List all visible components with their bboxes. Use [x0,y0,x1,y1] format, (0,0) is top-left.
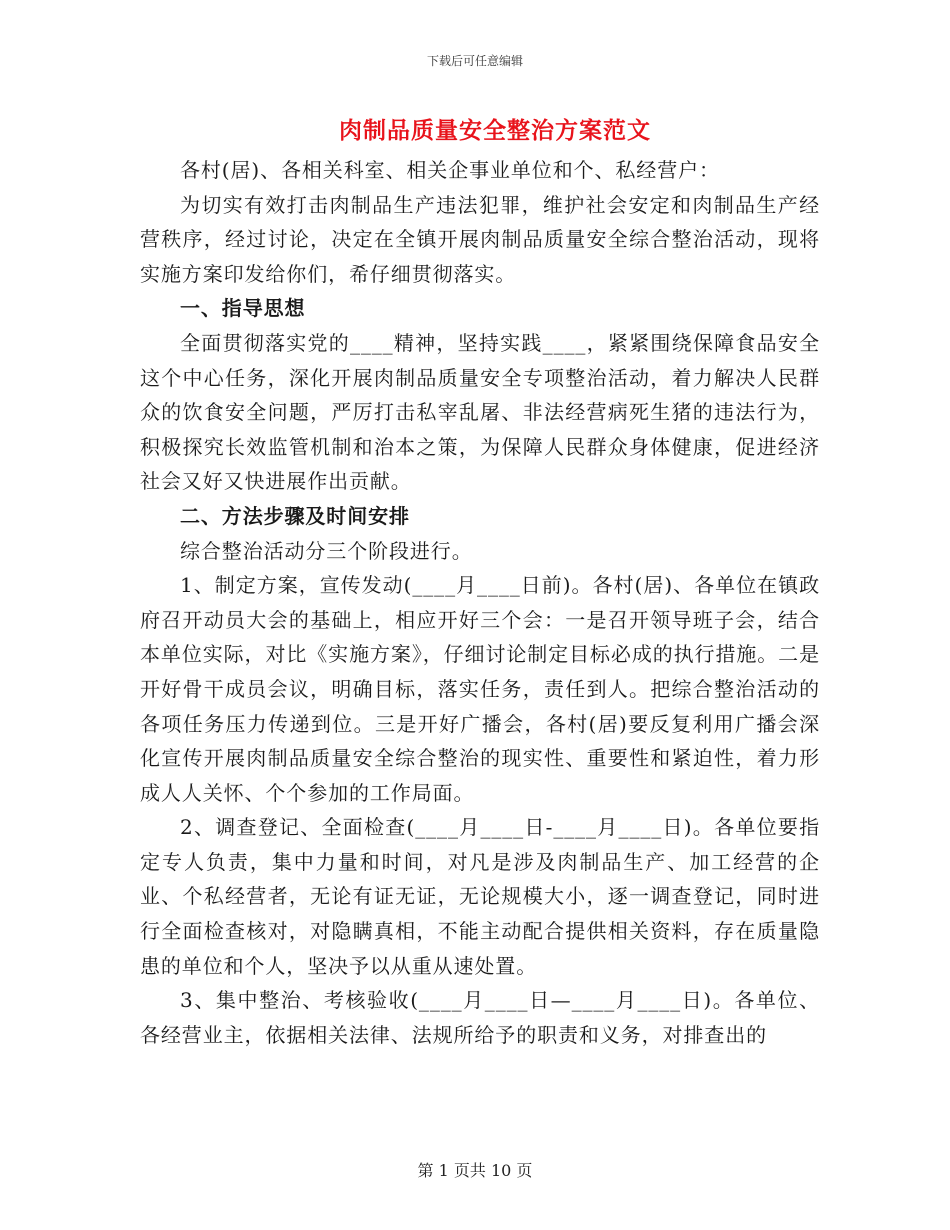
intro-paragraph: 为切实有效打击肉制品生产违法犯罪，维护社会安定和肉制品生产经营秩序，经过讨论，决定在全镇开展肉制品质量安全综合整治活动，现将实施方案印发给你们，希仔细贯彻落实。 [140,192,820,286]
document-title: 肉制品质量安全整治方案范文 [339,117,651,144]
step-3-paragraph: 3、集中整治、考核验收(____月____日—____月____日)。各单位、各经营业主，依据相关法律、法规所给予的职责和义务，对排查出的 [140,988,820,1047]
page-footer: 第 1 页共 10 页 [417,1161,533,1180]
steps-intro-paragraph: 综合整治活动分三个阶段进行。 [180,538,473,563]
step-2-paragraph: 2、调查登记、全面检查(____月____日-____月____日)。各单位要指定专人负责，集中力量和时间，对凡是涉及肉制品生产、加工经营的企业、个私经营者，无论有证无证，无论规模大小，逐一调查登记，同时进行全面检查核对，对隐瞒真相，不能主动配合提供相关资料，存在质量隐患的单位和个人，坚决予以从重从速处置。 [140,815,820,978]
guiding-thought-paragraph: 全面贯彻落实党的____精神，坚持实践____，紧紧围绕保障食品安全这个中心任务，深化开展肉制品质量安全专项整治活动，着力解决人民群众的饮食安全问题，严厉打击私宰乱屠、非法经营病死生猪的违法行为，积极探究长效监管机制和治本之策，为保障人民群众身体健康，促进经济社会又好又快进展作出贡献。 [140,330,820,494]
section-heading-steps: 二、方法步骤及时间安排 [180,503,410,528]
section-heading-guiding-thought: 一、指导思想 [180,296,306,321]
header-note: 下载后可任意编辑 [426,54,523,68]
step-1-paragraph: 1、制定方案，宣传发动(____月____日前)。各村(居)、各单位在镇政府召开动员大会的基础上，相应开好三个会：一是召开领导班子会，结合本单位实际，对比《实施方案》，仔细讨论制定目标必成的执行措施。二是开好骨干成员会议，明确目标，落实任务，责任到人。把综合整治活动的各项任务压力传递到位。三是开好广播会，各村(居)要反复利用广播会深化宣传开展肉制品质量安全综合整治的现实性、重要性和紧迫性，着力形成人人关怀、个个参加的工作局面。 [140,573,820,805]
document-body [140,153,820,1052]
salutation-paragraph: 各村(居)、各相关科室、相关企事业单位和个、私经营户： [180,158,720,182]
